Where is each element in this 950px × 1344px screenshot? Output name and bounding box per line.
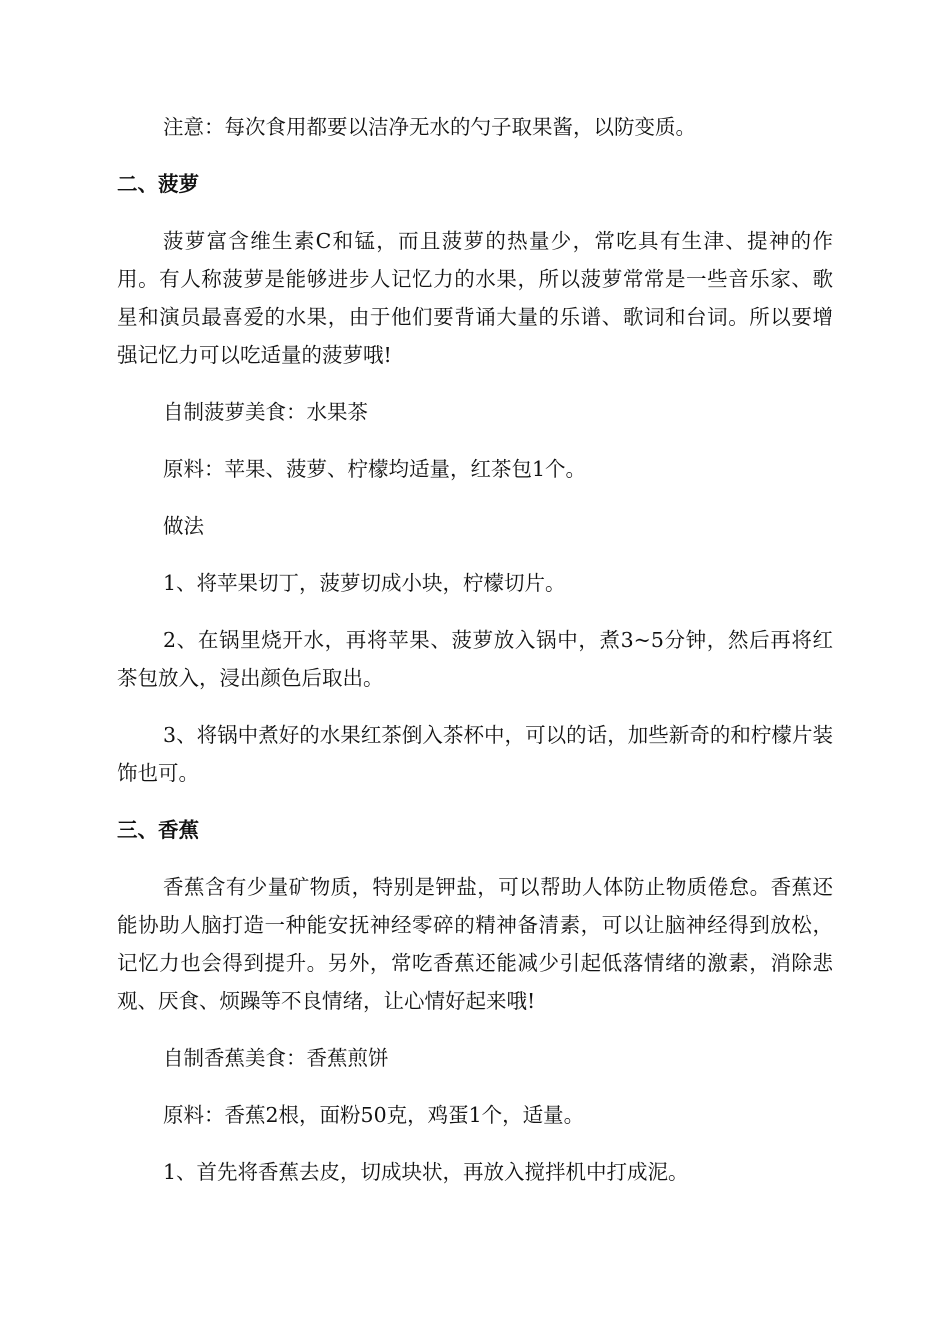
pineapple-ingredients: 原料：苹果、菠萝、柠檬均适量，红茶包1个。	[163, 457, 587, 481]
pineapple-step-1: 1、将苹果切丁，菠萝切成小块，柠檬切片。	[163, 571, 566, 595]
pineapple-step-3: 3、将锅中煮好的水果红茶倒入茶杯中，可以的话，加些新奇的和柠檬片装饰也可。	[117, 723, 833, 785]
document-body	[117, 108, 833, 1210]
section-heading-pineapple: 二、菠萝	[117, 172, 199, 196]
pineapple-method-label: 做法	[163, 514, 204, 538]
banana-step-1: 1、首先将香蕉去皮，切成块状，再放入搅拌机中打成泥。	[163, 1160, 689, 1184]
pineapple-recipe-title: 自制菠萝美食：水果茶	[163, 400, 368, 424]
banana-recipe-title: 自制香蕉美食：香蕉煎饼	[163, 1046, 389, 1070]
pineapple-step-2: 2、在锅里烧开水，再将苹果、菠萝放入锅中，煮3~5分钟，然后再将红茶包放入，浸出颜色后取出。	[117, 628, 833, 690]
banana-ingredients: 原料：香蕉2根，面粉50克，鸡蛋1个，适量。	[163, 1103, 585, 1127]
banana-intro-paragraph: 香蕉含有少量矿物质，特别是钾盐，可以帮助人体防止物质倦怠。香蕉还能协助人脑打造一种能安抚神经零碎的精神备清素，可以让脑神经得到放松，记忆力也会得到提升。另外，常吃香蕉还能减少引起低落情绪的激素，消除悲观、厌食、烦躁等不良情绪，让心情好起来哦!	[117, 875, 833, 1013]
section-heading-banana: 三、香蕉	[117, 818, 199, 842]
note-paragraph: 注意：每次食用都要以洁净无水的勺子取果酱，以防变质。	[163, 115, 696, 139]
pineapple-intro-paragraph: 菠萝富含维生素C和锰，而且菠萝的热量少，常吃具有生津、提神的作用。有人称菠萝是能够进步人记忆力的水果，所以菠萝常常是一些音乐家、歌星和演员最喜爱的水果，由于他们要背诵大量的乐谱、歌词和台词。所以要增强记忆力可以吃适量的菠萝哦!	[117, 229, 833, 367]
